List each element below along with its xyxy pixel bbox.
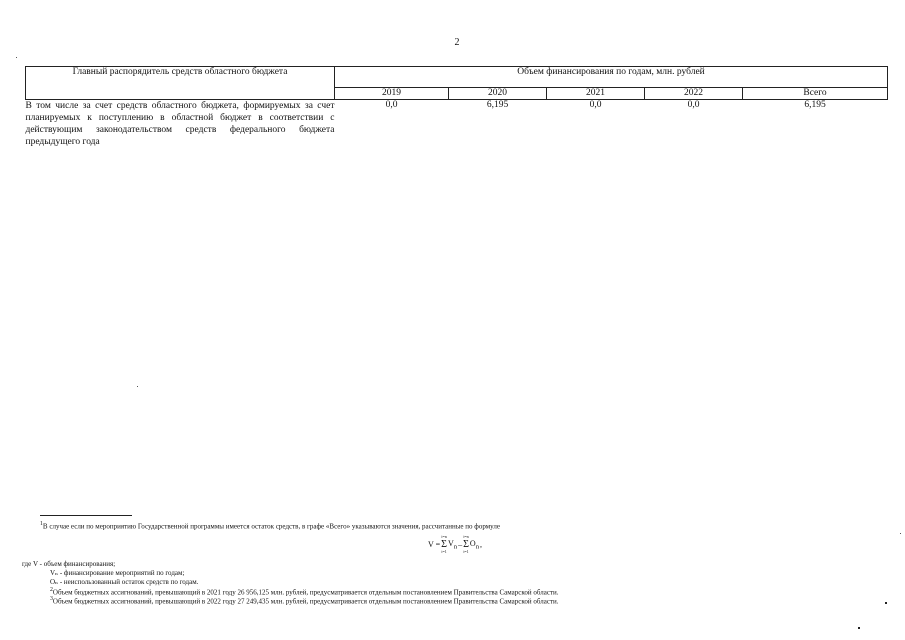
formula-term-v: $V_n$ — [447, 538, 458, 551]
table-header-row — [26, 67, 888, 88]
formula-lhs: V = — [428, 540, 441, 549]
financing-table — [25, 66, 888, 148]
definition-on: Oₙ - неиспользованный остаток средств по годам. — [50, 578, 199, 586]
header-financing-volume: Объем финансирования по годам, млн. рублей — [335, 67, 888, 88]
formula-minus: – — [458, 540, 463, 549]
row-value-2019: 0,0 — [335, 100, 449, 149]
sum-symbol-2 — [463, 534, 469, 555]
page-number: 2 — [454, 37, 460, 48]
header-total: Всего — [743, 88, 888, 100]
table-row — [26, 100, 888, 149]
row-value-2021: 0,0 — [547, 100, 645, 149]
sum-1-lower-limit: i=1 — [441, 549, 447, 554]
sum-2-lower-limit: i=1 — [463, 549, 469, 554]
footnote-1-text: В случае если по мероприятию Государственной программы имеется остаток средств, в графе «Всего» указываются значения, рассчитанные по формуле — [42, 522, 500, 531]
sigma-icon: Σ — [441, 539, 447, 550]
scan-speck — [885, 602, 887, 604]
row-value-2022: 0,0 — [645, 100, 743, 149]
row-value-2020: 6,195 — [449, 100, 547, 149]
row-value-total: 6,195 — [743, 100, 888, 149]
scan-speck — [16, 57, 17, 58]
row-description: В том числе за счет средств областного бюджета, формируемых за счет планируемых к поступлению в областной бюджет в соответствии с действующим законодательством средств федерального бюджета предыдущего года — [25, 101, 335, 147]
header-year-2021: 2021 — [547, 88, 645, 100]
scan-speck — [900, 533, 901, 534]
sum-symbol-1 — [441, 534, 447, 555]
formula-term-o: $O_n$ — [469, 538, 480, 551]
scan-speck — [858, 627, 860, 629]
header-year-2019: 2019 — [335, 88, 449, 100]
footnote-1-mark: 1 — [40, 521, 43, 527]
footnote-2: $^2$Объем бюджетных ассигнований, превышающий в 2021 году 26 956,125 млн. рублей, предусматривается отдельным постановлением Правительства Самарской области. — [50, 587, 559, 597]
definition-vn: Vₙ - финансирование мероприятий по годам; — [50, 569, 185, 577]
footnote-3: $^3$Объем бюджетных ассигнований, превышающий в 2022 году 27 249,435 млн. рублей, предусматривается отдельным постановлением Правительства Самарской области. — [50, 596, 559, 606]
sum-1-upper-limit: i=n — [441, 534, 447, 539]
footnote-separator — [40, 515, 132, 516]
header-year-2020: 2020 — [449, 88, 547, 100]
footnote-1 — [40, 521, 500, 530]
definition-v: где V - объем финансирования; — [22, 560, 116, 568]
header-year-2022: 2022 — [645, 88, 743, 100]
sum-2-upper-limit: i=n — [463, 534, 469, 539]
sigma-icon: Σ — [463, 539, 469, 550]
total-formula: V = i=n Σ i=1 $V_n$ – i=n Σ i=1 $O_n$ , — [428, 534, 483, 554]
header-main-administrator: Главный распорядитель средств областного бюджета — [26, 67, 335, 100]
scan-speck — [137, 386, 138, 387]
